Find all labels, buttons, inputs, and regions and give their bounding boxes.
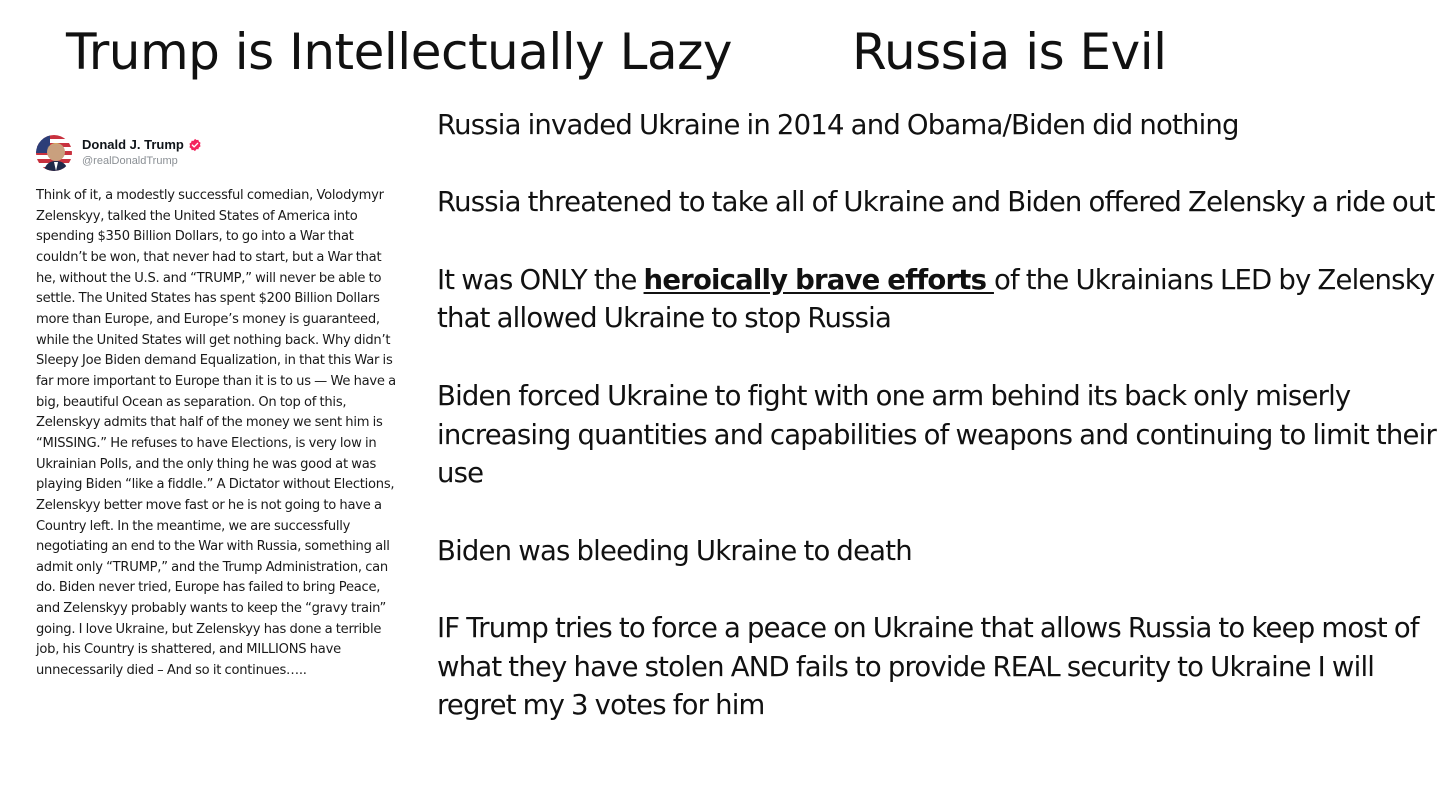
- slide-title-right: Russia is Evil: [852, 23, 1167, 81]
- user-handle[interactable]: @realDonaldTrump: [82, 155, 178, 167]
- tweet-header: [36, 134, 398, 172]
- argument-point-1: Russia invaded Ukraine in 2014 and Obama/Biden did nothing: [437, 109, 1239, 141]
- argument-point-2: Russia threatened to take all of Ukraine and Biden offered Zelensky a ride out: [437, 186, 1435, 219]
- point-3-lead: It was ONLY the: [437, 263, 644, 296]
- argument-point-6: IF Trump tries to force a peace on Ukraine that allows Russia to keep most of what they have stolen AND fails to provide REAL security to Ukraine I will regret my 3 votes for him: [437, 612, 1419, 722]
- argument-point-3: [437, 261, 1437, 338]
- tweet-author: [82, 137, 202, 169]
- argument-list: [437, 106, 1437, 725]
- tweet-text: Think of it, a modestly successful comedian, Volodymyr Zelenskyy, talked the United States of America into spending $350 Billion Dollars, to go into a War that couldn’t be won, that never had to start, but a War that he, without the U.S. and “TRUMP,” will never be able to settle. The United States has spent $200 Billion Dollars more than Europe, and Europe’s money is guaranteed, while the United States will get nothing back. Why didn’t Sleepy Joe Biden demand Equalization, in that this War is far more important to Europe than it is to us — We have a big, beautiful Ocean as separation. On top of this, Zelenskyy admits that half of the money we sent him is “MISSING.” He refuses to have Elections, is very low in Ukrainian Polls, and the only thing he was good at was playing Biden “like a fiddle.” A Dictator without Elections, Zelenskyy better move fast or he is not going to have a Country left. In the meantime, we are successfully negotiating an end to the War with Russia, something all admit only “TRUMP,” and the Trump Administration, can do. Biden never tried, Europe has failed to bring Peace, and Zelenskyy probably wants to keep the “gravy train” going. I love Ukraine, but Zelenskyy has done a terrible job, his Country is shattered, and MILLIONS have unnecessarily died – And so it continues…..: [36, 188, 396, 679]
- tweet-card: [36, 134, 398, 682]
- verified-badge-icon: [188, 138, 202, 152]
- argument-point-4: Biden forced Ukraine to fight with one arm behind its back only miserly increasing quantities and capabilities of weapons and continuing to limit their use: [437, 379, 1436, 490]
- emphasis-text: heroically brave efforts: [643, 263, 994, 296]
- slide-title-left: Trump is Intellectually Lazy: [66, 23, 732, 81]
- display-name[interactable]: Donald J. Trump: [82, 137, 184, 152]
- flag-portrait-avatar-icon: [36, 135, 72, 171]
- point-3-tail: of the Ukrainians LED by Zelensky that allowed Ukraine to stop Russia: [437, 263, 1435, 335]
- argument-point-5: Biden was bleeding Ukraine to death: [437, 534, 912, 567]
